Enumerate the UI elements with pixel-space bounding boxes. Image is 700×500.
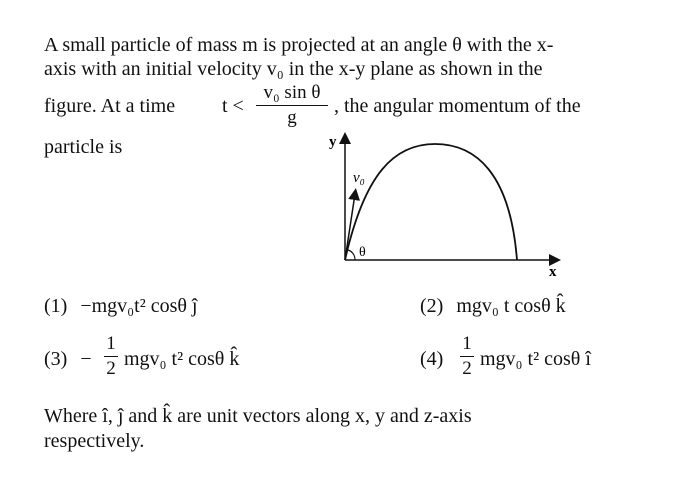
option-3-fraction-numerator: 1 xyxy=(106,333,116,354)
option-4-fraction xyxy=(460,333,474,380)
question-line-2: axis with an initial velocity v₀ in the x-y plane as shown in the xyxy=(44,58,543,80)
question-line-4: particle is xyxy=(44,136,123,158)
angle-label: θ xyxy=(359,245,366,260)
option-3-sign: − xyxy=(80,348,92,370)
trajectory xyxy=(345,144,517,260)
option-3-fraction-denominator: 2 xyxy=(106,358,116,379)
option-3[interactable] xyxy=(44,348,92,371)
option-2-number: (2) xyxy=(420,295,444,317)
time-fraction xyxy=(256,82,328,129)
question-line-3-start: figure. At a time xyxy=(44,95,176,117)
question-line-1: A small particle of mass m is projected at an angle θ with the x- xyxy=(44,34,554,56)
option-4-fraction-denominator: 2 xyxy=(462,358,472,379)
question-line-3-end: , the angular momentum of the xyxy=(334,95,581,117)
option-2-text: mgv₀ t cosθ k̂ xyxy=(456,295,566,317)
time-fraction-denominator: g xyxy=(287,107,297,128)
option-3-fraction xyxy=(104,333,118,380)
footer-line-2: respectively. xyxy=(44,430,145,452)
y-axis-label: y xyxy=(329,134,337,150)
x-axis-label: x xyxy=(549,264,557,280)
option-2[interactable] xyxy=(420,295,566,318)
option-1-number: (1) xyxy=(44,295,68,317)
option-4[interactable] xyxy=(420,348,451,371)
projectile-figure xyxy=(325,132,565,282)
time-fraction-bar xyxy=(256,105,328,106)
option-4-text: mgv₀ t² cosθ î xyxy=(480,348,591,370)
option-3-fraction-bar xyxy=(104,356,118,357)
option-1-text: −mgv₀t² cosθ ĵ xyxy=(80,295,198,317)
velocity-label: v₀ xyxy=(353,170,365,186)
option-4-fraction-numerator: 1 xyxy=(462,333,472,354)
angle-arc xyxy=(348,250,355,260)
option-4-fraction-bar xyxy=(460,356,474,357)
question-line-3 xyxy=(44,95,175,118)
option-1[interactable] xyxy=(44,295,198,318)
option-3-text: mgv₀ t² cosθ k̂ xyxy=(124,348,240,370)
time-fraction-numerator: v₀ sin θ xyxy=(263,82,321,103)
footer-line-1: Where î, ĵ and k̂ are unit vectors along x, y and z-axis xyxy=(44,405,472,427)
option-3-number: (3) xyxy=(44,348,68,370)
option-4-number: (4) xyxy=(420,348,444,370)
time-condition: t < xyxy=(222,95,244,117)
